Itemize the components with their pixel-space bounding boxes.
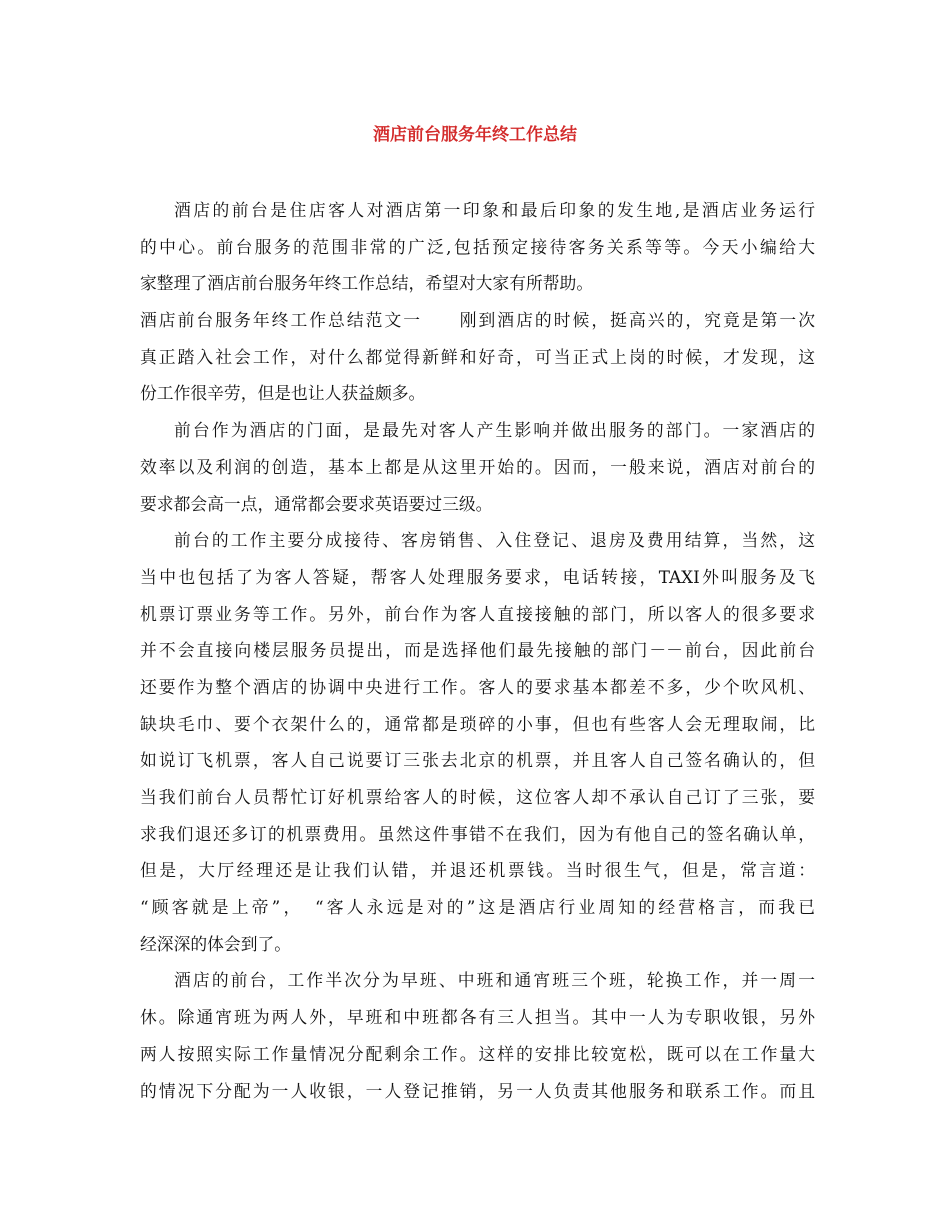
body-line: 还要作为整个酒店的协调中央进行工作。客人的要求基本都差不多，少个吹风机、 [140, 676, 815, 697]
body-line: “顾客就是上帝”， “客人永远是对的”这是酒店行业周知的经营格言，而我已 [140, 897, 815, 918]
body-line: 份工作很辛劳，但是也让人获益颇多。 [140, 383, 426, 404]
body-line: 经深深的体会到了。 [140, 933, 292, 954]
body-line: 当我们前台人员帮忙订好机票给客人的时候，这位客人却不承认自己订了三张，要 [140, 787, 815, 807]
body-line: 真正踏入社会工作，对什么都觉得新鲜和好奇，可当正式上岗的时候，才发现，这 [140, 346, 815, 367]
document-body [140, 192, 815, 1109]
body-line: 酒店的前台是住店客人对酒店第一印象和最后印象的发生地,是酒店业务运行 [174, 200, 815, 220]
body-line: 前台的工作主要分成接待、客房销售、入住登记、退房及费用结算，当然，这 [174, 530, 815, 551]
body-line: 但是，大厅经理还是让我们认错，并退还机票钱。当时很生气，但是，常言道： [140, 860, 815, 881]
body-line: 的情况下分配为一人收银，一人登记推销，另一人负责其他服务和联系工作。而且 [140, 1080, 815, 1101]
body-line: 的中心。前台服务的范围非常的广泛,包括预定接待客务关系等等。今天小编给大 [140, 236, 815, 257]
body-line: 酒店前台服务年终工作总结范文一 刚到酒店的时候，挺高兴的，究竟是第一次 [140, 310, 815, 331]
body-line: 缺块毛巾、要个衣架什么的，通常都是琐碎的小事，但也有些客人会无理取闹，比 [140, 713, 815, 734]
body-line: 机票订票业务等工作。另外，前台作为客人直接接触的部门，所以客人的很多要求 [140, 603, 815, 624]
body-line: 休。除通宵班为两人外，早班和中班都各有三人担当。其中一人为专职收银，另外 [140, 1007, 815, 1028]
body-line: 如说订飞机票，客人自己说要订三张去北京的机票，并且客人自己签名确认的，但 [140, 750, 815, 771]
body-line: 效率以及利润的创造，基本上都是从这里开始的。因而，一般来说，酒店对前台的 [140, 456, 815, 477]
body-line: 当中也包括了为客人答疑，帮客人处理服务要求，电话转接，TAXI外叫服务及飞 [140, 566, 815, 587]
body-line: 家整理了酒店前台服务年终工作总结，希望对大家有所帮助。 [140, 273, 594, 294]
body-line: 求我们退还多订的机票费用。虽然这件事错不在我们，因为有他自己的签名确认单， [140, 823, 815, 844]
body-line: 两人按照实际工作量情况分配剩余工作。这样的安排比较宽松，既可以在工作量大 [140, 1043, 815, 1064]
body-line: 酒店的前台，工作半次分为早班、中班和通宵班三个班，轮换工作，并一周一 [174, 970, 815, 991]
body-line: 要求都会高一点，通常都会要求英语要过三级。 [140, 493, 493, 514]
document-title: 酒店前台服务年终工作总结 [373, 125, 577, 145]
body-line: 前台作为酒店的门面，是最先对客人产生影响并做出服务的部门。一家酒店的 [174, 420, 815, 441]
body-line: 并不会直接向楼层服务员提出，而是选择他们最先接触的部门－－前台，因此前台 [140, 640, 815, 661]
